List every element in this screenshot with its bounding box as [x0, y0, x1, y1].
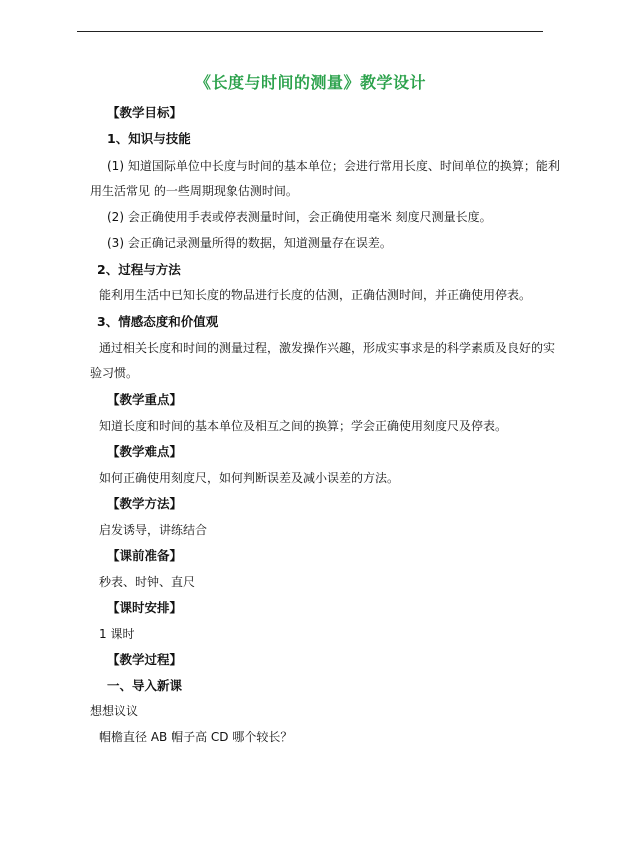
subheading-knowledge-skills: 1、知识与技能	[107, 131, 191, 146]
header-rule	[77, 31, 543, 32]
paragraph-line: 1 课时	[99, 627, 135, 641]
paragraph-line: 帽檐直径 AB 帽子高 CD 哪个较长？	[99, 730, 293, 744]
paragraph-line: (2) 会正确使用手表或停表测量时间，会正确使用毫米 刻度尺测量长度。	[107, 210, 492, 224]
paragraph-line: 想想议议	[90, 704, 139, 718]
paragraph-line: 能利用生活中已知长度的物品进行长度的估测，正确估测时间，并正确使用停表。	[99, 288, 532, 302]
paragraph-line: 用生活常见 的一些周期现象估测时间。	[90, 184, 298, 198]
heading-teaching-difficulty: 【教学难点】	[107, 444, 183, 459]
paragraph-line: 知道长度和时间的基本单位及相互之间的换算；学会正确使用刻度尺及停表。	[99, 419, 508, 433]
heading-teaching-goals: 【教学目标】	[107, 105, 183, 120]
heading-preparation: 【课前准备】	[107, 548, 183, 563]
paragraph-line: 通过相关长度和时间的测量过程，激发操作兴趣，形成实事求是的科学素质及良好的实	[99, 341, 556, 355]
paragraph-line: (3) 会正确记录测量所得的数据，知道测量存在误差。	[107, 236, 392, 250]
subheading-process-methods: 2、过程与方法	[97, 262, 181, 277]
paragraph-line: 验习惯。	[90, 366, 139, 380]
paragraph-line: 启发诱导，讲练结合	[99, 523, 208, 537]
heading-teaching-process: 【教学过程】	[107, 652, 183, 667]
heading-schedule: 【课时安排】	[107, 600, 183, 615]
paragraph-line: (1) 知道国际单位中长度与时间的基本单位；会进行常用长度、时间单位的换算；能利	[107, 159, 560, 173]
paragraph-line: 秒表、时钟、直尺	[99, 575, 196, 589]
heading-teaching-focus: 【教学重点】	[107, 392, 183, 407]
heading-teaching-methods: 【教学方法】	[107, 496, 183, 511]
document-title: 《长度与时间的测量》教学设计	[194, 73, 426, 92]
paragraph-line: 如何正确使用刻度尺，如何判断误差及减小误差的方法。	[99, 471, 400, 485]
subheading-introduction: 一、导入新课	[107, 678, 183, 693]
subheading-attitudes-values: 3、情感态度和价值观	[97, 314, 219, 329]
